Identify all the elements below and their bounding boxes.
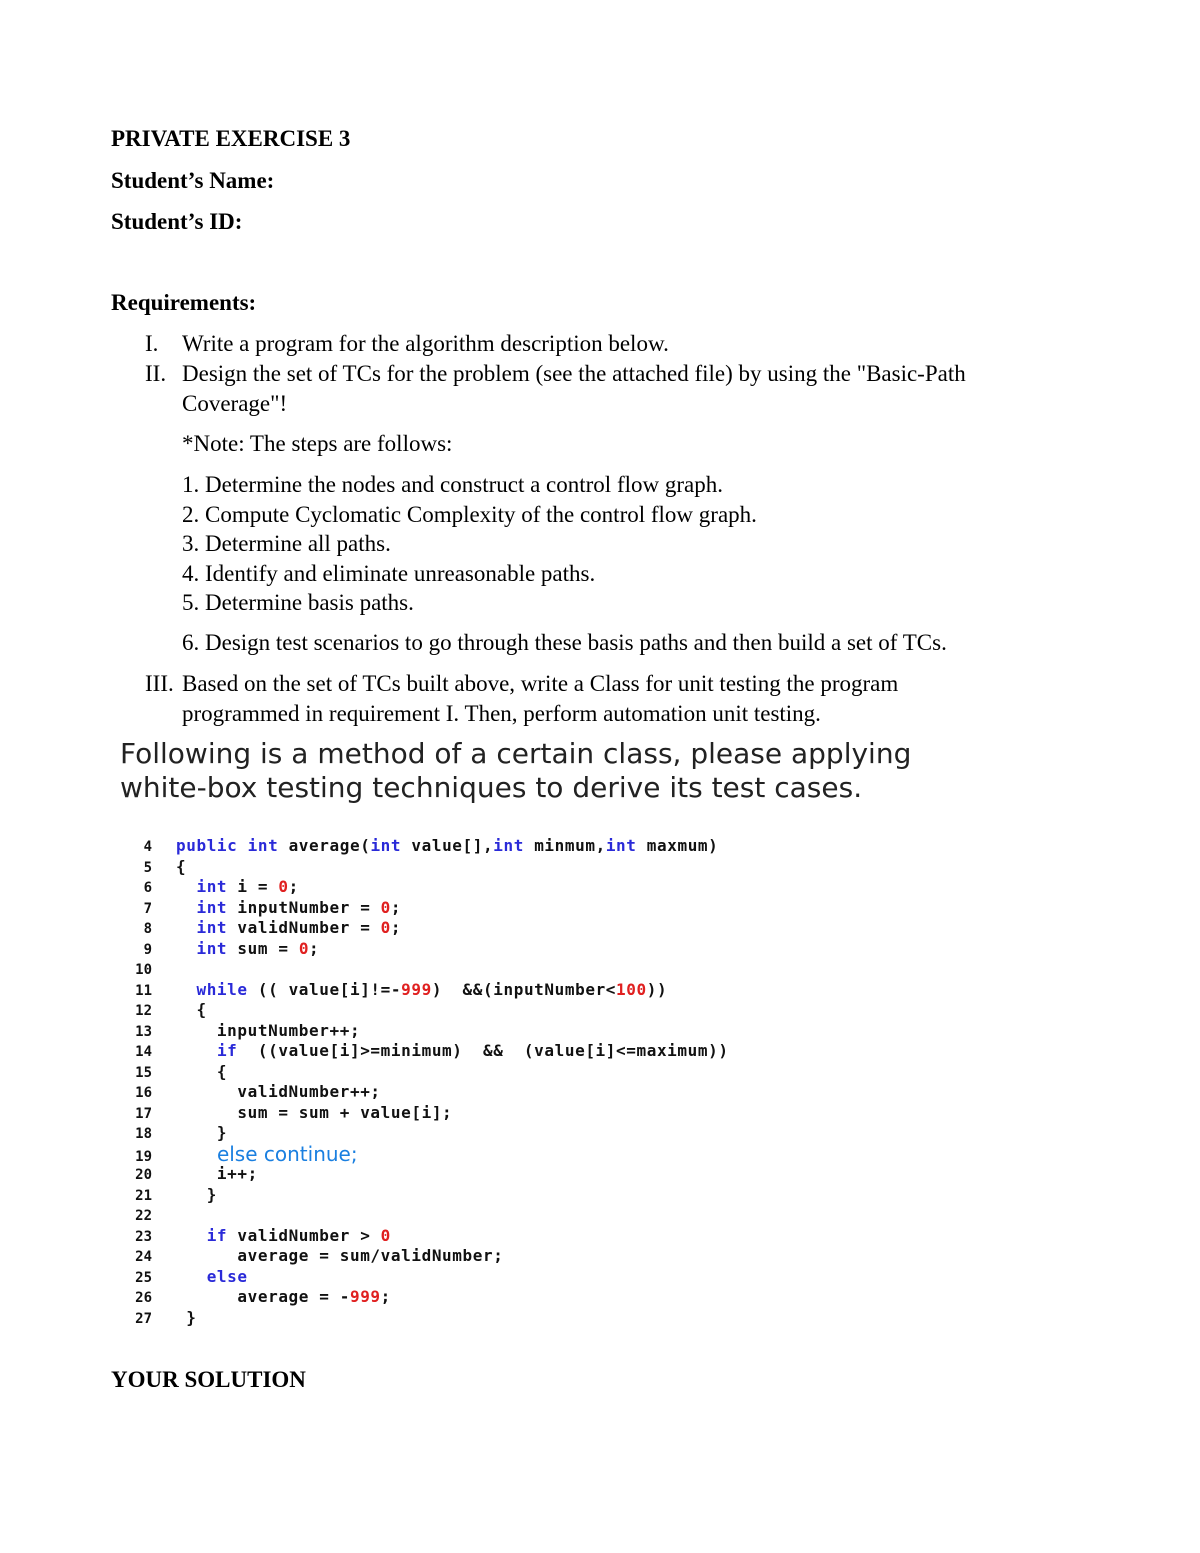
code-text: int validNumber = 0; [196,918,402,937]
code-text: validNumber++; [176,1082,381,1101]
line-number: 24 [135,1249,152,1265]
line-number: 15 [135,1064,152,1081]
requirement-1-marker: I. [145,331,159,356]
line-number: 18 [135,1126,152,1142]
code-text: } [176,1123,228,1142]
code-line [118,959,176,979]
line-number: 11 [135,982,152,999]
code-line [118,1103,452,1123]
code-text: { [176,856,187,876]
code-line [118,1021,360,1041]
line-number: 10 [135,962,152,978]
code-text: int i = 0; [196,877,299,896]
step-item: 2. Compute Cyclomatic Complexity of the control flow graph. [182,502,757,527]
requirement-3-text-line1: Based on the set of TCs built above, write a Class for unit testing the program [182,671,899,696]
line-number: 27 [135,1310,152,1327]
code-text: else [206,1266,248,1286]
line-number: 9 [143,941,152,958]
line-number: 13 [135,1023,152,1040]
line-number: 17 [135,1105,152,1122]
line-number: 7 [143,900,152,917]
requirement-3-text-line2: programmed in requirement I. Then, perform automation unit testing. [182,701,821,726]
step-item: 1. Determine the nodes and construct a control flow graph. [182,472,723,497]
code-text: } [176,1307,197,1327]
code-text: inputNumber++; [176,1020,361,1040]
line-number: 12 [135,1003,152,1019]
code-line [118,918,401,938]
line-number: 26 [135,1290,152,1306]
requirement-1-text: Write a program for the algorithm description below. [182,331,669,356]
code-line [118,1000,207,1020]
requirement-2-text-line2: Coverage"! [182,391,288,416]
solution-heading: YOUR SOLUTION [111,1367,306,1392]
code-text: while (( value[i]!=-999) &&(inputNumber<100)) [196,979,668,999]
code-listing [118,836,1018,1336]
line-number: 4 [143,839,152,855]
code-line [118,980,667,1000]
code-line [118,1205,176,1225]
step-item: 3. Determine all paths. [182,531,391,556]
code-text: } [176,1184,217,1204]
line-number: 8 [143,921,152,937]
code-text: average = -999; [176,1287,391,1306]
code-text: if validNumber > 0 [206,1225,391,1245]
exercise-title: PRIVATE EXERCISE 3 [111,126,351,151]
line-number: 19 [135,1148,152,1165]
code-line [118,857,186,877]
code-text: average = sum/validNumber; [176,1246,504,1265]
line-number: 21 [135,1187,152,1204]
code-line [118,1062,227,1082]
line-number: 6 [143,880,152,896]
line-number: 5 [143,859,152,876]
line-number: 14 [135,1044,152,1060]
code-text: else continue; [216,1141,358,1166]
requirements-heading: Requirements: [111,290,257,315]
code-text: { [176,1061,228,1081]
code-text: i++; [176,1164,258,1183]
requirement-2-text-line1: Design the set of TCs for the problem (see the attached file) by using the "Basic-Path [182,361,966,386]
code-text: if ((value[i]>=minimum) && (value[i]<=maximum)) [216,1041,729,1060]
requirement-3-marker: III. [145,671,174,696]
step-item: 6. Design test scenarios to go through these basis paths and then build a set of TCs. [182,630,947,655]
code-line [118,1226,391,1246]
figure-caption-line1: Following is a method of a certain class, please applying [120,737,912,770]
step-item: 5. Determine basis paths. [182,590,414,615]
student-name-label: Student’s Name: [111,168,275,193]
line-number: 23 [135,1228,152,1245]
code-text: { [176,1000,207,1019]
code-line [118,898,401,918]
code-text: int inputNumber = 0; [196,897,402,917]
requirement-2-marker: II. [145,361,167,386]
code-text: sum = sum + value[i]; [176,1102,453,1122]
code-line [118,1246,503,1266]
code-line [118,877,299,897]
code-line [118,1041,729,1061]
line-number: 20 [135,1167,152,1183]
code-line [118,1267,248,1287]
code-line [118,1287,391,1307]
student-id-label: Student’s ID: [111,209,243,234]
code-line [118,939,319,959]
code-line [118,1123,227,1143]
line-number: 16 [135,1085,152,1101]
line-number: 25 [135,1269,152,1286]
figure-caption-line2: white-box testing techniques to derive its test cases. [120,771,863,804]
code-text: public int average(int value[],int minmum,int maxmum) [176,836,719,855]
code-line [118,1185,217,1205]
code-line [118,1082,381,1102]
code-text: int sum = 0; [196,938,320,958]
code-line [118,1164,258,1184]
step-item: 4. Identify and eliminate unreasonable paths. [182,561,596,586]
steps-note: *Note: The steps are follows: [182,431,453,456]
code-line [118,836,718,856]
line-number: 22 [135,1208,152,1224]
code-line [118,1308,196,1328]
code-line [118,1141,358,1166]
